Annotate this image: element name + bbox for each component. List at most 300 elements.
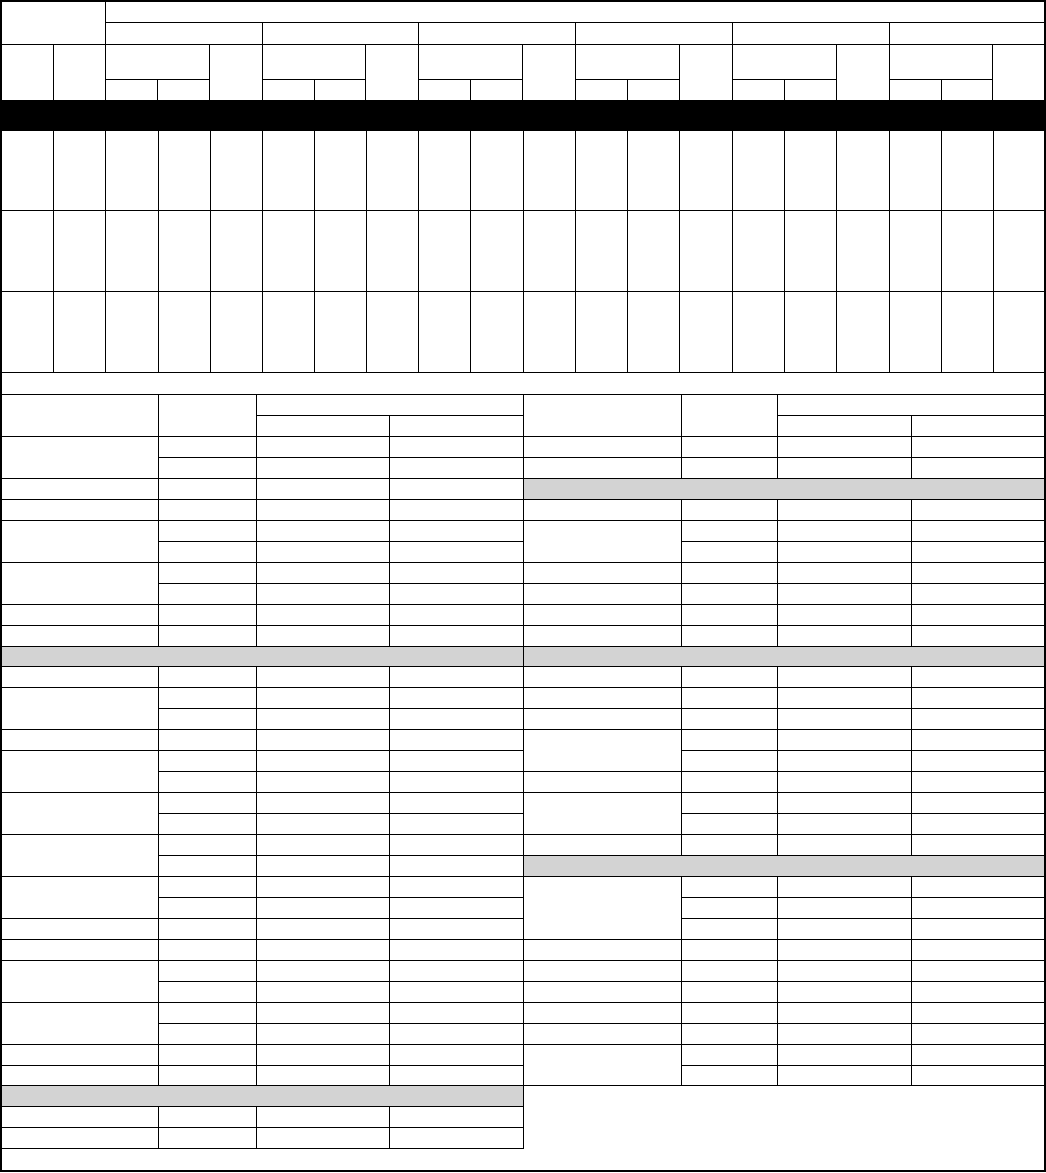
left-value-b[interactable] xyxy=(389,436,524,458)
data-entry-cell[interactable] xyxy=(993,291,1045,373)
right-row-label[interactable] xyxy=(523,562,682,584)
left-code-cell[interactable] xyxy=(158,813,257,835)
left-value-a[interactable] xyxy=(256,1023,390,1045)
header-total-col-2 xyxy=(365,44,419,101)
right-value-b[interactable] xyxy=(911,876,1045,898)
right-value-b[interactable] xyxy=(911,457,1045,479)
left-value-b[interactable] xyxy=(389,729,524,751)
right-code-cell[interactable] xyxy=(681,981,778,1003)
left-code-cell[interactable] xyxy=(158,687,257,709)
data-entry-cell[interactable] xyxy=(836,130,890,211)
left-code-cell[interactable] xyxy=(158,960,257,982)
right-value-b[interactable] xyxy=(911,939,1045,961)
data-entry-cell[interactable] xyxy=(470,210,524,292)
right-value-b[interactable] xyxy=(911,1065,1045,1086)
data-entry-cell[interactable] xyxy=(836,210,890,292)
right-code-cell[interactable] xyxy=(681,834,778,856)
left-code-cell[interactable] xyxy=(158,1044,257,1066)
left-row-label[interactable] xyxy=(1,1127,159,1149)
data-entry-cell[interactable] xyxy=(314,130,367,211)
left-value-a[interactable] xyxy=(256,457,390,479)
left-row-label[interactable] xyxy=(1,625,159,647)
left-code-cell[interactable] xyxy=(158,771,257,793)
data-entry-cell[interactable] xyxy=(575,130,628,211)
left-value-b[interactable] xyxy=(389,457,524,479)
right-code-cell[interactable] xyxy=(681,729,778,751)
right-value-a[interactable] xyxy=(777,541,912,563)
left-value-a[interactable] xyxy=(256,834,390,856)
left-value-a[interactable] xyxy=(256,855,390,877)
right-value-a[interactable] xyxy=(777,520,912,542)
data-entry-cell[interactable] xyxy=(1,291,54,373)
right-code-cell[interactable] xyxy=(681,1023,778,1045)
right-value-a[interactable] xyxy=(777,625,912,647)
left-value-a[interactable] xyxy=(256,1065,390,1086)
header-subgroup-1 xyxy=(105,44,210,80)
left-value-b[interactable] xyxy=(389,834,524,856)
left-value-a[interactable] xyxy=(256,897,390,919)
right-value-a[interactable] xyxy=(777,604,912,626)
left-code-cell[interactable] xyxy=(158,981,257,1003)
left-value-a[interactable] xyxy=(256,792,390,814)
right-value-a[interactable] xyxy=(777,687,912,709)
left-value-b[interactable] xyxy=(389,1106,524,1128)
left-value-a[interactable] xyxy=(256,918,390,940)
left-code-cell[interactable] xyxy=(158,729,257,751)
left-value-b[interactable] xyxy=(389,562,524,584)
right-code-cell[interactable] xyxy=(681,792,778,814)
data-entry-cell[interactable] xyxy=(784,210,837,292)
left-header-group xyxy=(256,394,524,416)
data-entry-cell[interactable] xyxy=(889,291,942,373)
data-entry-cell[interactable] xyxy=(105,291,159,373)
header-col-6-a xyxy=(889,79,942,101)
data-entry-cell[interactable] xyxy=(105,210,159,292)
data-entry-cell[interactable] xyxy=(679,210,733,292)
right-value-a[interactable] xyxy=(777,666,912,688)
left-value-a[interactable] xyxy=(256,981,390,1003)
data-entry-cell[interactable] xyxy=(366,210,419,292)
right-value-a[interactable] xyxy=(777,457,912,479)
right-row-label[interactable] xyxy=(523,1002,682,1024)
left-value-b[interactable] xyxy=(389,876,524,898)
right-value-b[interactable] xyxy=(911,562,1045,584)
right-row-label[interactable] xyxy=(523,1023,682,1045)
right-code-cell[interactable] xyxy=(681,876,778,898)
right-value-b[interactable] xyxy=(911,918,1045,940)
left-value-a[interactable] xyxy=(256,939,390,961)
right-value-b[interactable] xyxy=(911,666,1045,688)
data-entry-cell[interactable] xyxy=(418,291,471,373)
left-code-cell[interactable] xyxy=(158,499,257,521)
data-entry-cell[interactable] xyxy=(210,291,263,373)
right-value-a[interactable] xyxy=(777,834,912,856)
data-entry-cell[interactable] xyxy=(158,210,211,292)
right-value-b[interactable] xyxy=(911,813,1045,835)
left-value-b[interactable] xyxy=(389,1127,524,1149)
data-entry-cell[interactable] xyxy=(679,291,733,373)
right-row-label[interactable] xyxy=(523,876,682,940)
left-value-b[interactable] xyxy=(389,855,524,877)
right-value-a[interactable] xyxy=(777,981,912,1003)
left-code-cell[interactable] xyxy=(158,583,257,605)
right-value-b[interactable] xyxy=(911,792,1045,814)
left-code-cell[interactable] xyxy=(158,478,257,500)
left-code-cell[interactable] xyxy=(158,666,257,688)
right-code-cell[interactable] xyxy=(681,666,778,688)
left-value-b[interactable] xyxy=(389,792,524,814)
data-entry-cell[interactable] xyxy=(836,291,890,373)
right-value-b[interactable] xyxy=(911,708,1045,730)
left-value-a[interactable] xyxy=(256,520,390,542)
left-row-label[interactable] xyxy=(1,520,159,563)
left-value-b[interactable] xyxy=(389,1002,524,1024)
data-entry-cell[interactable] xyxy=(470,130,524,211)
right-header-sub-b xyxy=(911,415,1045,437)
left-value-b[interactable] xyxy=(389,520,524,542)
data-entry-cell[interactable] xyxy=(889,130,942,211)
right-code-cell[interactable] xyxy=(681,604,778,626)
right-value-a[interactable] xyxy=(777,583,912,605)
left-value-b[interactable] xyxy=(389,939,524,961)
data-entry-cell[interactable] xyxy=(575,210,628,292)
right-code-cell[interactable] xyxy=(681,918,778,940)
right-value-b[interactable] xyxy=(911,960,1045,982)
left-header-sub-a xyxy=(256,415,390,437)
data-entry-cell[interactable] xyxy=(523,130,576,211)
right-row-label[interactable] xyxy=(523,834,682,856)
right-value-a[interactable] xyxy=(777,729,912,751)
right-row-label[interactable] xyxy=(523,1044,682,1086)
left-row-label[interactable] xyxy=(1,918,159,940)
left-value-b[interactable] xyxy=(389,750,524,772)
data-entry-cell[interactable] xyxy=(53,130,106,211)
left-value-a[interactable] xyxy=(256,666,390,688)
left-value-a[interactable] xyxy=(256,625,390,647)
left-code-cell[interactable] xyxy=(158,541,257,563)
right-row-label[interactable] xyxy=(523,708,682,730)
right-value-b[interactable] xyxy=(911,729,1045,751)
right-row-label[interactable] xyxy=(523,960,682,982)
left-code-cell[interactable] xyxy=(158,1106,257,1128)
right-row-label[interactable] xyxy=(523,457,682,479)
data-entry-cell[interactable] xyxy=(366,130,419,211)
right-row-label[interactable] xyxy=(523,583,682,605)
left-value-b[interactable] xyxy=(389,1065,524,1086)
left-value-b[interactable] xyxy=(389,813,524,835)
data-entry-cell[interactable] xyxy=(262,210,315,292)
right-value-a[interactable] xyxy=(777,897,912,919)
left-value-b[interactable] xyxy=(389,499,524,521)
right-value-b[interactable] xyxy=(911,750,1045,772)
left-value-a[interactable] xyxy=(256,478,390,500)
right-code-cell[interactable] xyxy=(681,457,778,479)
data-entry-cell[interactable] xyxy=(210,210,263,292)
left-value-b[interactable] xyxy=(389,625,524,647)
left-value-a[interactable] xyxy=(256,876,390,898)
right-value-b[interactable] xyxy=(911,1044,1045,1066)
right-value-b[interactable] xyxy=(911,771,1045,793)
header-title-band xyxy=(105,1,1045,23)
data-entry-cell[interactable] xyxy=(993,210,1045,292)
left-shaded-band xyxy=(1,646,524,667)
header-col-5-b xyxy=(784,79,837,101)
left-value-b[interactable] xyxy=(389,897,524,919)
right-row-label[interactable] xyxy=(523,604,682,626)
right-code-cell[interactable] xyxy=(681,436,778,458)
header-subgroup-5 xyxy=(732,44,837,80)
right-row-label[interactable] xyxy=(523,666,682,688)
left-value-b[interactable] xyxy=(389,583,524,605)
data-entry-cell[interactable] xyxy=(941,291,994,373)
header-group-2 xyxy=(262,22,419,45)
right-code-cell[interactable] xyxy=(681,813,778,835)
left-value-b[interactable] xyxy=(389,687,524,709)
right-code-cell[interactable] xyxy=(681,939,778,961)
left-row-label[interactable] xyxy=(1,499,159,521)
right-code-cell[interactable] xyxy=(681,1002,778,1024)
right-value-a[interactable] xyxy=(777,1002,912,1024)
right-code-cell[interactable] xyxy=(681,750,778,772)
right-row-label[interactable] xyxy=(523,981,682,1003)
left-code-cell[interactable] xyxy=(158,1127,257,1149)
left-code-cell[interactable] xyxy=(158,792,257,814)
data-entry-cell[interactable] xyxy=(732,130,785,211)
right-code-cell[interactable] xyxy=(681,960,778,982)
data-entry-cell[interactable] xyxy=(627,130,680,211)
data-entry-cell[interactable] xyxy=(679,130,733,211)
data-entry-cell[interactable] xyxy=(105,130,159,211)
left-value-b[interactable] xyxy=(389,478,524,500)
right-value-a[interactable] xyxy=(777,1023,912,1045)
data-entry-cell[interactable] xyxy=(262,291,315,373)
left-value-a[interactable] xyxy=(256,1002,390,1024)
left-row-label[interactable] xyxy=(1,939,159,961)
left-code-cell[interactable] xyxy=(158,708,257,730)
left-value-b[interactable] xyxy=(389,1023,524,1045)
right-value-b[interactable] xyxy=(911,499,1045,521)
right-value-b[interactable] xyxy=(911,520,1045,542)
left-row-label[interactable] xyxy=(1,1044,159,1066)
left-value-b[interactable] xyxy=(389,708,524,730)
left-value-b[interactable] xyxy=(389,918,524,940)
left-row-label[interactable] xyxy=(1,666,159,688)
data-entry-cell[interactable] xyxy=(732,291,785,373)
right-value-a[interactable] xyxy=(777,960,912,982)
data-entry-cell[interactable] xyxy=(732,210,785,292)
data-entry-cell[interactable] xyxy=(627,291,680,373)
left-value-a[interactable] xyxy=(256,708,390,730)
left-code-cell[interactable] xyxy=(158,604,257,626)
right-code-cell[interactable] xyxy=(681,1065,778,1086)
data-entry-cell[interactable] xyxy=(366,291,419,373)
right-value-a[interactable] xyxy=(777,436,912,458)
left-value-b[interactable] xyxy=(389,960,524,982)
data-entry-cell[interactable] xyxy=(941,130,994,211)
right-value-b[interactable] xyxy=(911,436,1045,458)
left-code-cell[interactable] xyxy=(158,457,257,479)
left-code-cell[interactable] xyxy=(158,834,257,856)
left-code-cell[interactable] xyxy=(158,939,257,961)
data-entry-cell[interactable] xyxy=(941,210,994,292)
left-row-label[interactable] xyxy=(1,960,159,1003)
left-code-cell[interactable] xyxy=(158,1065,257,1086)
left-row-label[interactable] xyxy=(1,562,159,605)
left-code-cell[interactable] xyxy=(158,520,257,542)
right-value-a[interactable] xyxy=(777,792,912,814)
left-value-a[interactable] xyxy=(256,813,390,835)
right-value-a[interactable] xyxy=(777,708,912,730)
left-value-b[interactable] xyxy=(389,541,524,563)
right-value-b[interactable] xyxy=(911,625,1045,647)
left-code-cell[interactable] xyxy=(158,855,257,877)
left-value-a[interactable] xyxy=(256,1127,390,1149)
right-value-a[interactable] xyxy=(777,1065,912,1086)
right-value-a[interactable] xyxy=(777,813,912,835)
left-row-label[interactable] xyxy=(1,729,159,751)
right-value-b[interactable] xyxy=(911,981,1045,1003)
data-entry-cell[interactable] xyxy=(53,210,106,292)
header-group-5 xyxy=(732,22,890,45)
right-value-b[interactable] xyxy=(911,541,1045,563)
right-row-label[interactable] xyxy=(523,729,682,772)
data-entry-cell[interactable] xyxy=(262,130,315,211)
left-code-cell[interactable] xyxy=(158,897,257,919)
divider-bar xyxy=(1,100,1045,131)
left-value-a[interactable] xyxy=(256,1044,390,1066)
right-value-b[interactable] xyxy=(911,1002,1045,1024)
left-value-b[interactable] xyxy=(389,981,524,1003)
data-entry-cell[interactable] xyxy=(1,130,54,211)
right-code-cell[interactable] xyxy=(681,625,778,647)
right-code-cell[interactable] xyxy=(681,583,778,605)
left-code-cell[interactable] xyxy=(158,876,257,898)
data-entry-cell[interactable] xyxy=(158,130,211,211)
data-entry-cell[interactable] xyxy=(418,210,471,292)
right-value-b[interactable] xyxy=(911,1023,1045,1045)
data-entry-cell[interactable] xyxy=(784,291,837,373)
right-value-a[interactable] xyxy=(777,1044,912,1066)
left-value-a[interactable] xyxy=(256,687,390,709)
right-value-b[interactable] xyxy=(911,583,1045,605)
left-row-label[interactable] xyxy=(1,834,159,877)
data-entry-cell[interactable] xyxy=(523,291,576,373)
left-value-a[interactable] xyxy=(256,583,390,605)
data-entry-cell[interactable] xyxy=(53,291,106,373)
right-value-a[interactable] xyxy=(777,562,912,584)
left-value-a[interactable] xyxy=(256,729,390,751)
right-value-b[interactable] xyxy=(911,604,1045,626)
left-value-a[interactable] xyxy=(256,541,390,563)
data-entry-cell[interactable] xyxy=(523,210,576,292)
left-row-label[interactable] xyxy=(1,687,159,730)
data-entry-cell[interactable] xyxy=(889,210,942,292)
left-row-label[interactable] xyxy=(1,604,159,626)
data-entry-cell[interactable] xyxy=(314,291,367,373)
data-entry-cell[interactable] xyxy=(575,291,628,373)
right-row-label[interactable] xyxy=(523,939,682,961)
right-value-a[interactable] xyxy=(777,499,912,521)
left-value-a[interactable] xyxy=(256,1106,390,1128)
left-row-label[interactable] xyxy=(1,478,159,500)
right-value-b[interactable] xyxy=(911,834,1045,856)
header-total-col-4 xyxy=(679,44,733,101)
right-value-a[interactable] xyxy=(777,750,912,772)
left-value-a[interactable] xyxy=(256,960,390,982)
right-value-a[interactable] xyxy=(777,918,912,940)
right-header-label xyxy=(523,394,682,437)
left-value-a[interactable] xyxy=(256,604,390,626)
right-row-label[interactable] xyxy=(523,436,682,458)
left-code-cell[interactable] xyxy=(158,436,257,458)
left-row-label[interactable] xyxy=(1,1106,159,1128)
right-value-a[interactable] xyxy=(777,771,912,793)
right-row-label[interactable] xyxy=(523,520,682,563)
left-code-cell[interactable] xyxy=(158,918,257,940)
right-row-label[interactable] xyxy=(523,771,682,793)
left-code-cell[interactable] xyxy=(158,562,257,584)
left-code-cell[interactable] xyxy=(158,1023,257,1045)
left-value-a[interactable] xyxy=(256,562,390,584)
right-code-cell[interactable] xyxy=(681,897,778,919)
left-value-b[interactable] xyxy=(389,1044,524,1066)
data-entry-cell[interactable] xyxy=(418,130,471,211)
right-code-cell[interactable] xyxy=(681,562,778,584)
right-code-cell[interactable] xyxy=(681,499,778,521)
right-code-cell[interactable] xyxy=(681,708,778,730)
right-code-cell[interactable] xyxy=(681,771,778,793)
right-code-cell[interactable] xyxy=(681,520,778,542)
right-code-cell[interactable] xyxy=(681,541,778,563)
right-value-a[interactable] xyxy=(777,939,912,961)
left-row-label[interactable] xyxy=(1,1065,159,1086)
data-entry-cell[interactable] xyxy=(158,291,211,373)
left-row-label[interactable] xyxy=(1,750,159,793)
left-value-a[interactable] xyxy=(256,499,390,521)
right-value-a[interactable] xyxy=(777,876,912,898)
data-entry-cell[interactable] xyxy=(314,210,367,292)
left-row-label[interactable] xyxy=(1,1002,159,1045)
data-entry-cell[interactable] xyxy=(210,130,263,211)
left-value-a[interactable] xyxy=(256,771,390,793)
left-value-a[interactable] xyxy=(256,750,390,772)
right-value-b[interactable] xyxy=(911,897,1045,919)
left-code-cell[interactable] xyxy=(158,750,257,772)
left-row-label[interactable] xyxy=(1,792,159,835)
data-entry-cell[interactable] xyxy=(470,291,524,373)
right-row-label[interactable] xyxy=(523,625,682,647)
left-value-b[interactable] xyxy=(389,604,524,626)
left-row-label[interactable] xyxy=(1,436,159,479)
data-entry-cell[interactable] xyxy=(784,130,837,211)
right-row-label[interactable] xyxy=(523,499,682,521)
right-code-cell[interactable] xyxy=(681,1044,778,1066)
right-row-label[interactable] xyxy=(523,687,682,709)
right-value-b[interactable] xyxy=(911,687,1045,709)
data-entry-cell[interactable] xyxy=(1,210,54,292)
left-code-cell[interactable] xyxy=(158,1002,257,1024)
left-value-b[interactable] xyxy=(389,771,524,793)
data-entry-cell[interactable] xyxy=(993,130,1045,211)
left-code-cell[interactable] xyxy=(158,625,257,647)
left-value-a[interactable] xyxy=(256,436,390,458)
left-row-label[interactable] xyxy=(1,876,159,919)
right-row-label[interactable] xyxy=(523,792,682,835)
right-header-group xyxy=(777,394,1045,416)
data-entry-cell[interactable] xyxy=(627,210,680,292)
right-code-cell[interactable] xyxy=(681,687,778,709)
left-value-b[interactable] xyxy=(389,666,524,688)
